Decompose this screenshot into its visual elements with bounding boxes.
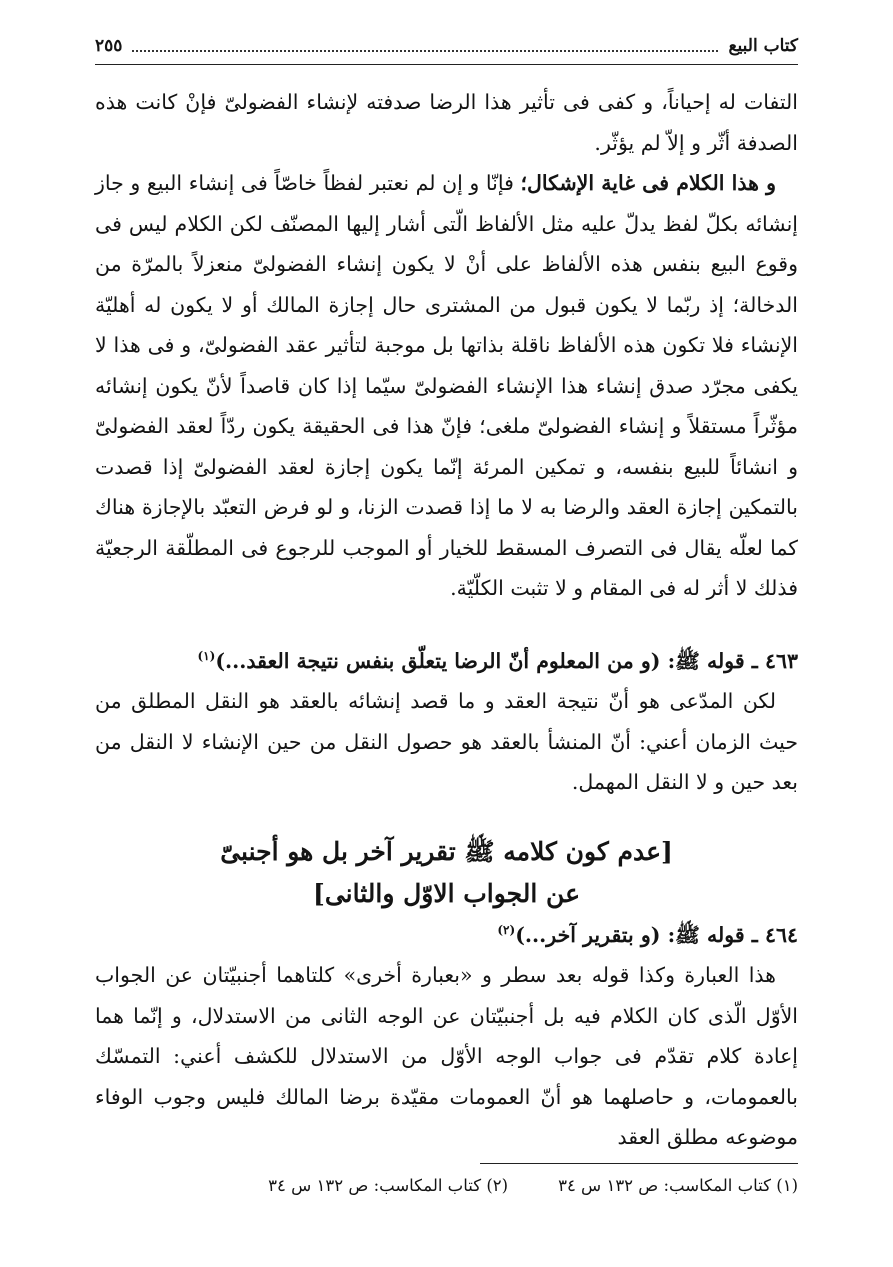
header-rule <box>95 64 798 65</box>
footnotes <box>95 1176 798 1195</box>
footnote-2: (٢) كتاب المكاسب: ص ١٣٢ س ٣٤ <box>268 1176 509 1195</box>
paragraph-lead: و هذا الكلام فى غاية الإشكال؛ <box>520 171 776 195</box>
running-header <box>95 32 798 60</box>
item-463-title <box>95 641 798 682</box>
section-heading <box>95 831 798 915</box>
item-463-text: لكن المدّعى هو أنّ نتيجة العقد و ما قصد إنشائه بالعقد هو النقل المطلق من حيث الزمان أعني: أنّ المنشأ بالعقد هو حصول النقل من حين الإنشاء لا النقل من بعد حين و لا النقل المهمل. <box>95 689 798 794</box>
item-464-title <box>95 915 798 956</box>
footnote-ref-2: (٢) <box>497 922 516 937</box>
section-heading-line-2: عن الجواب الاوّل والثانى] <box>312 878 581 908</box>
paragraph-discussion <box>95 163 798 609</box>
item-464-text: هذا العبارة وكذا قوله بعد سطر و «بعبارة أخرى» كلتاهما أجنبيّتان عن الجواب الأوّل الّذى كان الكلام فيه بل أجنبيّتان عن الوجه الثانى من الاستدلال، و إنّما هما إعادة كلام تقدّم فى جواب الوجه الأوّل من الاستدلال للكشف أعني: التمسّك بالعمومات، و حاصلهما هو أنّ العمومات مقيّدة برضا المالك فليس وجوب الوفاء موضوعه مطلق العقد <box>95 963 798 1149</box>
item-463-quote: ٤٦٣ ـ قوله ﷺ: (و من المعلوم أنّ الرضا يتعلّق بنفس نتيجة العقد...) <box>215 648 798 673</box>
page-number: ٢٥٥ <box>95 36 123 56</box>
footnote-rule <box>480 1163 798 1164</box>
section-heading-line-1: [عدم كون كلامه ﷺ تقرير آخر بل هو أجنبىّ <box>220 836 673 866</box>
header-dot-leader <box>132 40 718 52</box>
footnote-1: (١) كتاب المكاسب: ص ١٣٢ س ٣٤ <box>558 1176 798 1195</box>
footnote-ref-1: (١) <box>197 648 216 663</box>
header-title: كتاب البيع <box>728 36 798 56</box>
page-body <box>95 82 798 1158</box>
item-464-quote: ٤٦٤ ـ قوله ﷺ: (و بتقرير آخر...) <box>515 922 798 947</box>
paragraph-continuation: التفات له إحياناً، و كفى فى تأثير هذا الرضا صدفته لإنشاء الفضولىّ فإنْ كانت هذه الصدفة أثّر و إلاّ لم يؤثّر. <box>95 90 798 155</box>
paragraph-text: فإنّا و إن لم نعتبر لفظاً خاصّاً فى إنشاء البيع و جاز إنشائه بكلّ لفظ يدلّ عليه مثل الألفاظ الّتى أشار إليها المصنّف لكن الكلام ليس فى وقوع البيع بنفس هذه الألفاظ على أنْ لا يكون إنشاء الفضولىّ منعزلاً بالمرّة من الدخالة؛ إذ ربّما لا يكون قبول من المشترى حال إجازة المالك أو لا يكون له أهليّة الإنشاء فلا تكون هذه الألفاظ ناقلة بذاتها بل موجبة لتأثير عقد الفضولىّ، و فى هذا لا يكفى مجرّد صدق إنشاء هذا الإنشاء الفضولىّ سيّما إذا كان قاصداً لأنّ يكون إنشائه مؤثّراً مستقلاً و إنشاء الفضولىّ ملغى؛ فإنّ هذا فى الحقيقة يكون ردّاً لعقد الفضولىّ و انشائاً للبيع بنفسه، و تمكين المرئة إنّما يكون إجازة لعقد الفضولىّ إذا قصدت بالتمكين إجازة العقد والرضا به لا ما إذا قصدت الزنا، و لو فرض التعبّد بالإجازة هناك كما لعلّه يقال فى التصرف المسقط للخيار أو الموجب للرجوع فى المطلّقة الرجعيّة فذلك لا أثر له فى المقام و لا تثبت الكلّيّة. <box>95 171 798 600</box>
